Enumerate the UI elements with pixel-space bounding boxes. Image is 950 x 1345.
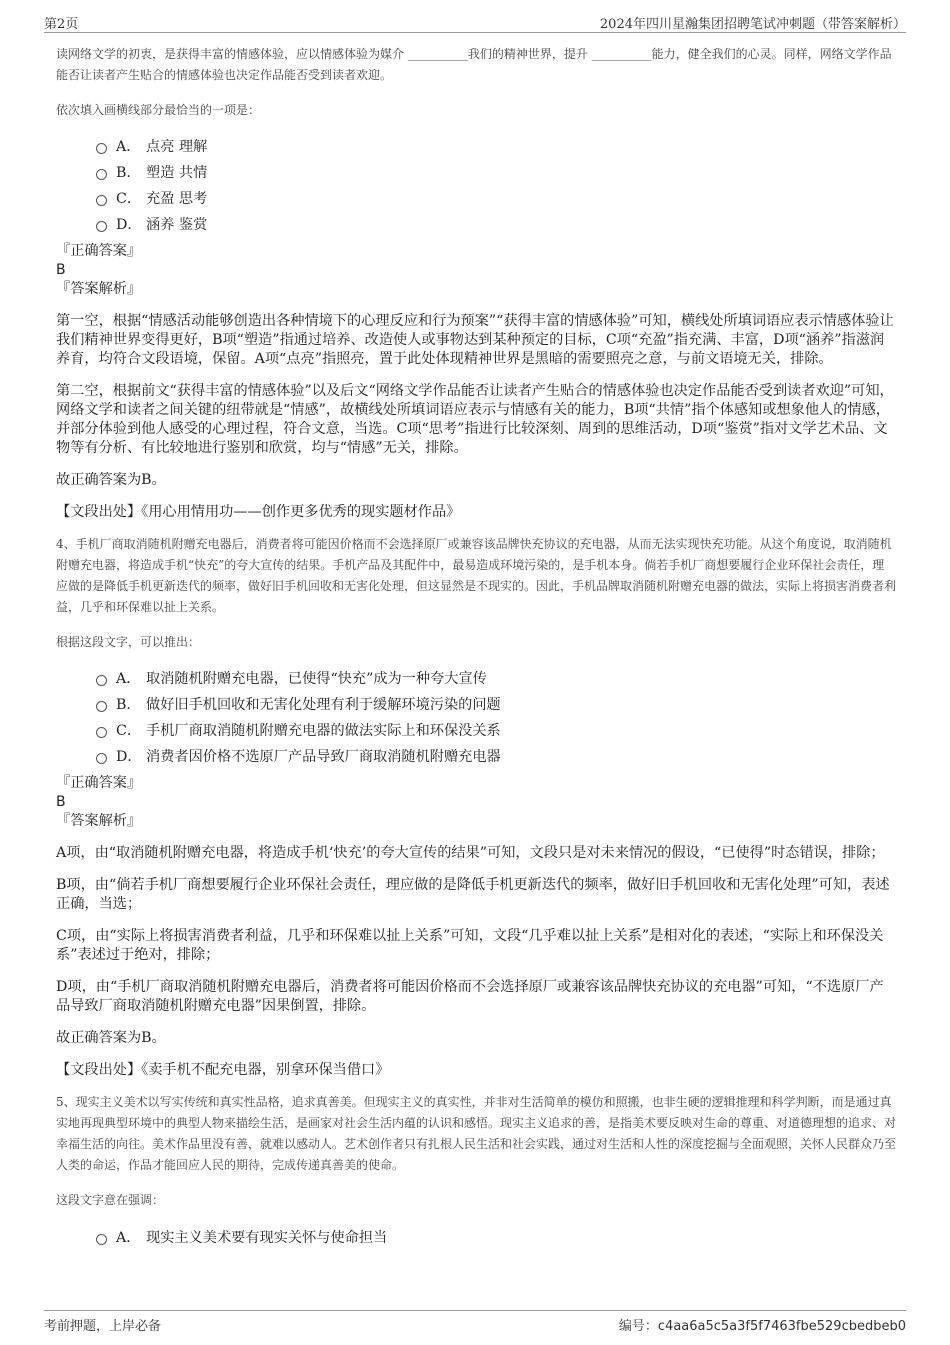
q4-options <box>96 666 896 770</box>
q5-passage: 5、现实主义美术以写实传统和真实性品格，追求真善美。但现实主义的真实性，并非对生活简单的模仿和照搬，也非生硬的逻辑推理和科学判断，而是通过真实地再现典型环境中的典型人物来描绘生活，是画家对社会生活内蕴的认识和感悟。现实主义追求的善，是指美术要反映对生命的尊重、对道德理想的追求、对幸福生活的向往。美术作品里没有善，就难以感动人。艺术创作者只有扎根人民生活和社会实践，通过对生活和人性的深度挖掘与全面观照，关怀人民群众乃至人类的命运，作品才能回应人民的期待，完成传递真善美的使命。 <box>56 1095 897 1172</box>
q4-analysis-b: B项，由“倘若手机厂商想要履行企业环保社会责任，理应做的是降低手机更新迭代的频率，做好旧手机回收和无害化处理”可知，表述正确，当选； <box>56 877 890 912</box>
q3-option-a[interactable]: A． 点亮 理解 <box>96 134 896 160</box>
q4-prompt: 根据这段文字，可以推出： <box>56 635 201 649</box>
q3-option-b[interactable]: B． 塑造 共情 <box>96 160 896 186</box>
q4-passage: 4、手机厂商取消随机附赠充电器后，消费者将可能因价格而不会选择原厂或兼容该品牌快充协议的充电器，从而无法实现快充功能。从这个角度说，取消随机附赠充电器，将造成手机“快充”的夸大宣传的结果。手机产品及其配件中，最易造成环境污染的，是手机本身。倘若手机厂商想要履行企业环保社会责任，理应做的是降低手机更新迭代的频率，做好旧手机回收和无害化处理，但这显然是不现实的。因此，手机品牌取消随机附赠充电器的做法，实际上将损害消费者利益，几乎和环保难以扯上关系。 <box>56 537 897 614</box>
radio-icon[interactable] <box>96 195 107 206</box>
q4-analysis-a: A项，由“取消随机附赠充电器，将造成手机‘快充’的夸大宣传的结果”可知，文段只是对未来情况的假设，“已使得”时态错误，排除； <box>56 845 885 861</box>
q3-analysis-1: 第一空，根据“情感活动能够创造出各种情境下的心理反应和行为预案”“获得丰富的情感体验”可知，横线处所填词语应表示情感体验让我们精神世界变得更好，B项“塑造”指通过培养、改造使人或事物达到某种预定的目标，C项“充盈”指充满、丰富，D项“涵养”指滋润养育，均符合文段语境，保留。A项“点亮”指照亮，置于此处体现精神世界是黑暗的需要照亮之意，与前文语境无关，排除。 <box>56 313 894 367</box>
radio-icon[interactable] <box>96 143 107 154</box>
q3-option-c[interactable]: C． 充盈 思考 <box>96 186 896 212</box>
radio-icon[interactable] <box>96 1234 107 1245</box>
page-header <box>44 10 906 33</box>
page-number: 第2页 <box>44 17 79 32</box>
q3-analysis-2: 第二空，根据前文“获得丰富的情感体验”以及后文“网络文学作品能否让读者产生贴合的情感体验也决定作品能否受到读者欢迎”可知，网络文学和读者之间关键的纽带就是“情感”，故横线处所填词语应表示与情感有关的能力，B项“共情”指个体感知或想象他人的情感，并部分体验到他人感受的心理过程，符合文意，当选。C项“思考”指进行比较深刻、周到的思维活动，D项“鉴赏”指对文学艺术品、文物等有分析、有比较地进行鉴别和欣赏，均与“情感”无关，排除。 <box>56 383 894 456</box>
q3-conclusion: 故正确答案为B。 <box>56 472 166 488</box>
q3-passage: 读网络文学的初衷，是获得丰富的情感体验，应以情感体验为媒介 __________我们的精神世界，提升 __________能力，健全我们的心灵。同样，网络文学作品能否让读者产生贴合的情感体验也决定作品能否受到读者欢迎。 <box>56 47 892 82</box>
document-title: 2024年四川星瀚集团招聘笔试冲刺题（带答案解析） <box>599 17 906 32</box>
q4-option-b[interactable]: B． 做好旧手机回收和无害化处理有利于缓解环境污染的问题 <box>96 692 896 718</box>
page-footer <box>44 1310 906 1334</box>
page-content <box>56 44 896 1251</box>
radio-icon[interactable] <box>96 221 107 232</box>
q4-option-a[interactable]: A． 取消随机附赠充电器，已使得“快充”成为一种夸大宣传 <box>96 666 896 692</box>
q4-analysis-c: C项，由“实际上将损害消费者利益，几乎和环保难以扯上关系”可知，文段“几乎难以扯上关系”是相对化的表述，“实际上和环保没关系”表述过于绝对，排除； <box>56 928 884 963</box>
footer-code <box>619 1315 906 1334</box>
q5-prompt: 这段文字意在强调： <box>56 1193 165 1207</box>
q3-analysis-label: 『答案解析』 <box>56 281 142 297</box>
q5-options <box>96 1225 896 1251</box>
radio-icon[interactable] <box>96 169 107 180</box>
q5-option-a[interactable]: A． 现实主义美术要有现实关怀与使命担当 <box>96 1225 896 1251</box>
q3-options <box>96 134 896 238</box>
q4-option-d[interactable]: D． 消费者因价格不选原厂产品导致厂商取消随机附赠充电器 <box>96 744 896 770</box>
q4-conclusion: 故正确答案为B。 <box>56 1030 166 1046</box>
q3-source: 【文段出处】《用心用情用功——创作更多优秀的现实题材作品》 <box>56 504 461 520</box>
q4-source: 【文段出处】《卖手机不配充电器，别拿环保当借口》 <box>56 1062 390 1078</box>
radio-icon[interactable] <box>96 727 107 738</box>
q4-answer: B <box>56 794 66 810</box>
footer-code-label: 编号： <box>618 1319 658 1334</box>
q3-answer: B <box>56 262 66 278</box>
q4-analysis-label: 『答案解析』 <box>56 813 142 829</box>
q4-answer-label: 『正确答案』 <box>56 775 142 791</box>
q3-answer-label: 『正确答案』 <box>56 243 142 259</box>
q4-option-c[interactable]: C． 手机厂商取消随机附赠充电器的做法实际上和环保没关系 <box>96 718 896 744</box>
footer-code-value: c4aa6a5c5a3f5f7463fbe529cbedbeb0 <box>657 1319 906 1334</box>
q3-prompt: 依次填入画横线部分最恰当的一项是： <box>56 103 261 117</box>
q4-analysis-d: D项，由“手机厂商取消随机附赠充电器后，消费者将可能因价格而不会选择原厂或兼容该品牌快充协议的充电器”可知，“不选原厂产品导致厂商取消随机附赠充电器”因果倒置，排除。 <box>56 979 884 1014</box>
q3-option-d[interactable]: D． 涵养 鉴赏 <box>96 212 896 238</box>
radio-icon[interactable] <box>96 753 107 764</box>
radio-icon[interactable] <box>96 675 107 686</box>
footer-slogan: 考前押题，上岸必备 <box>44 1319 162 1334</box>
radio-icon[interactable] <box>96 701 107 712</box>
